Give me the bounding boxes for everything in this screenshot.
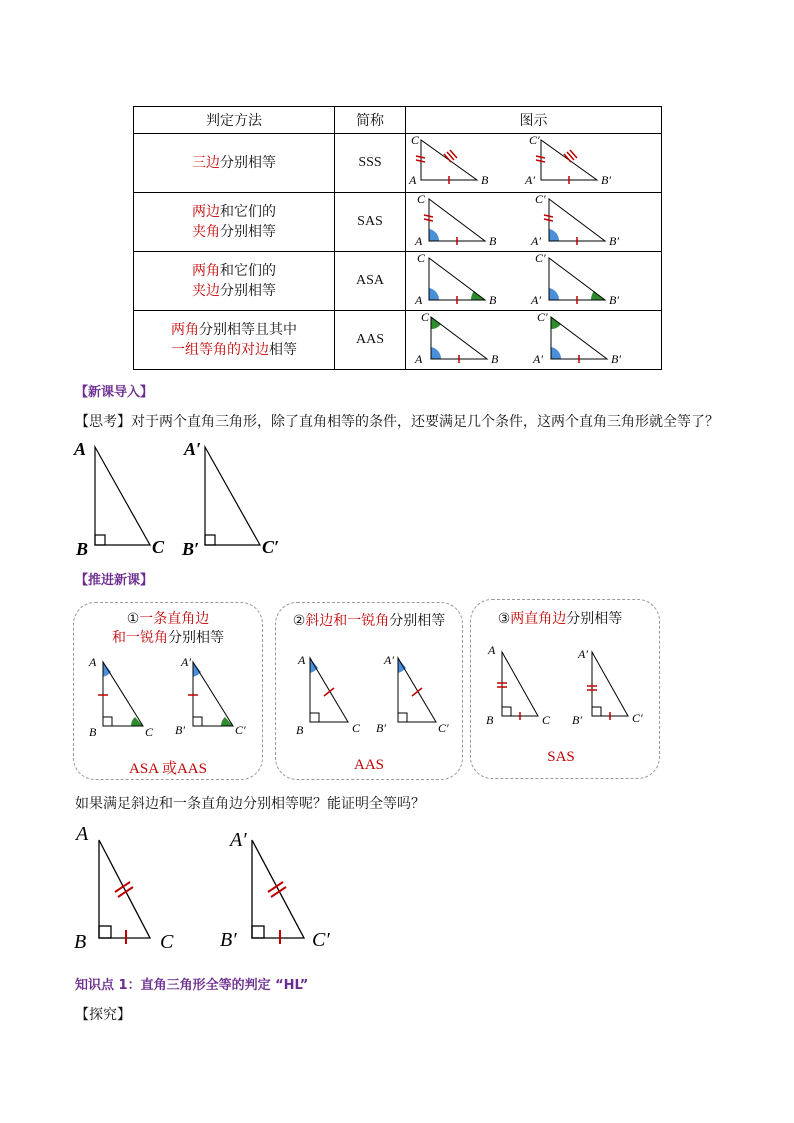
hl-label-c: C [160, 931, 174, 953]
svg-text:A′: A′ [530, 293, 541, 306]
label-a: A [74, 439, 87, 459]
hl-label-a: A [76, 823, 89, 845]
method-cell: 两角分别相等且其中 一组等角的对边相等 [134, 311, 335, 370]
aas-figure [407, 311, 661, 365]
svg-text:C′: C′ [536, 311, 548, 324]
section-new-lesson: 【新课导入】 [75, 385, 154, 400]
svg-text:A′: A′ [578, 647, 588, 661]
method-cell: 两边和它们的 夹角分别相等 [134, 193, 335, 252]
label-a-prime: A′ [184, 439, 202, 459]
svg-text:B: B [488, 234, 496, 247]
hl-label-b-prime: B′ [220, 929, 237, 951]
svg-text:C: C [420, 311, 429, 324]
svg-text:B: B [89, 725, 97, 739]
abbr-cell: SAS [335, 193, 406, 252]
sss-figure [407, 134, 661, 188]
criteria-table [133, 106, 662, 370]
svg-text:B′: B′ [376, 721, 386, 735]
svg-text:C: C [542, 713, 551, 727]
case-3-title: ③两直角边分别相等 [497, 611, 623, 627]
label-b-prime: B′ [600, 173, 611, 187]
header-figure: 图示 [406, 107, 662, 134]
case-2-result: AAS [353, 757, 384, 773]
svg-text:B′: B′ [610, 352, 621, 365]
svg-text:C′: C′ [534, 193, 546, 206]
sas-figure [407, 193, 661, 247]
svg-text:A′: A′ [384, 653, 394, 667]
svg-text:A′: A′ [530, 234, 541, 247]
case-1-title: ①一条直角边 和一锐角分别相等 [112, 611, 224, 646]
question-line: 如果满足斜边和一条直角边分别相等呢？能证明全等吗？ [75, 796, 425, 812]
figure-cell [406, 252, 662, 311]
abbr-cell: SSS [335, 134, 406, 193]
hl-label-b: B [74, 931, 87, 953]
label-c: C [410, 134, 419, 147]
svg-text:B′: B′ [608, 293, 619, 306]
case-2-title: ②斜边和一锐角分别相等 [292, 613, 446, 629]
figure-cell [406, 134, 662, 193]
method-cell: 三边分别相等 [134, 134, 335, 193]
explore-tag: 【探究】 [75, 1007, 131, 1023]
svg-text:C′: C′ [235, 723, 246, 737]
table-row [134, 134, 662, 193]
asa-figure [407, 252, 661, 306]
svg-text:A: A [298, 653, 306, 667]
label-c: C [152, 537, 165, 557]
knowledge-point-title: 知识点 1：直角三角形全等的判定 “HL” [75, 978, 309, 993]
case-3-result: SAS [547, 749, 575, 765]
hl-label-c-prime: C′ [312, 929, 330, 951]
method-cell: 两角和它们的 夹边分别相等 [134, 252, 335, 311]
svg-text:C′: C′ [438, 721, 449, 735]
svg-text:A: A [414, 293, 422, 306]
case-1-figure [85, 650, 255, 740]
figure-cell [406, 193, 662, 252]
label-b-prime: B′ [182, 539, 200, 559]
label-b: B [76, 539, 89, 559]
table-row [134, 193, 662, 252]
label-a-prime: A′ [524, 173, 535, 187]
table-header-row [134, 107, 662, 134]
right-triangles-figure [70, 435, 300, 560]
label-c-prime: C′ [528, 134, 540, 147]
svg-text:C: C [352, 721, 361, 735]
svg-text:A: A [414, 352, 422, 365]
svg-text:A: A [414, 234, 422, 247]
svg-text:A: A [488, 643, 496, 657]
svg-text:C′: C′ [534, 252, 546, 265]
hl-figure [70, 820, 370, 960]
label-b: B [480, 173, 488, 187]
abbr-cell: ASA [335, 252, 406, 311]
hl-label-a-prime: A′ [230, 829, 247, 851]
svg-text:B′: B′ [608, 234, 619, 247]
think-text: 对于两个直角三角形，除了直角相等的条件，还要满足几个条件，这两个直角三角形就全等了？ [131, 414, 719, 430]
svg-text:C: C [145, 725, 154, 739]
svg-text:A′: A′ [532, 352, 543, 365]
section-advance: 【推进新课】 [75, 573, 154, 588]
svg-text:A: A [89, 655, 97, 669]
svg-text:B′: B′ [572, 713, 582, 727]
label-c-prime: C′ [262, 537, 280, 557]
case-1-result: ASA 或AAS [129, 761, 207, 777]
table-row [134, 311, 662, 370]
svg-text:B: B [490, 352, 498, 365]
svg-text:C: C [416, 193, 425, 206]
think-tag: 【思考】 [75, 414, 131, 430]
svg-text:A′: A′ [181, 655, 191, 669]
svg-text:B: B [296, 723, 304, 737]
case-3-figure [482, 640, 652, 730]
header-method: 判定方法 [134, 107, 335, 134]
svg-text:B: B [488, 293, 496, 306]
abbr-cell: AAS [335, 311, 406, 370]
svg-text:B: B [486, 713, 494, 727]
figure-cell [406, 311, 662, 370]
svg-text:C: C [416, 252, 425, 265]
header-abbr: 简称 [335, 107, 406, 134]
svg-text:C′: C′ [632, 711, 643, 725]
label-a: A [408, 173, 416, 187]
table-row [134, 252, 662, 311]
svg-text:B′: B′ [175, 723, 185, 737]
think-line [75, 411, 719, 431]
case-2-figure [290, 650, 460, 740]
